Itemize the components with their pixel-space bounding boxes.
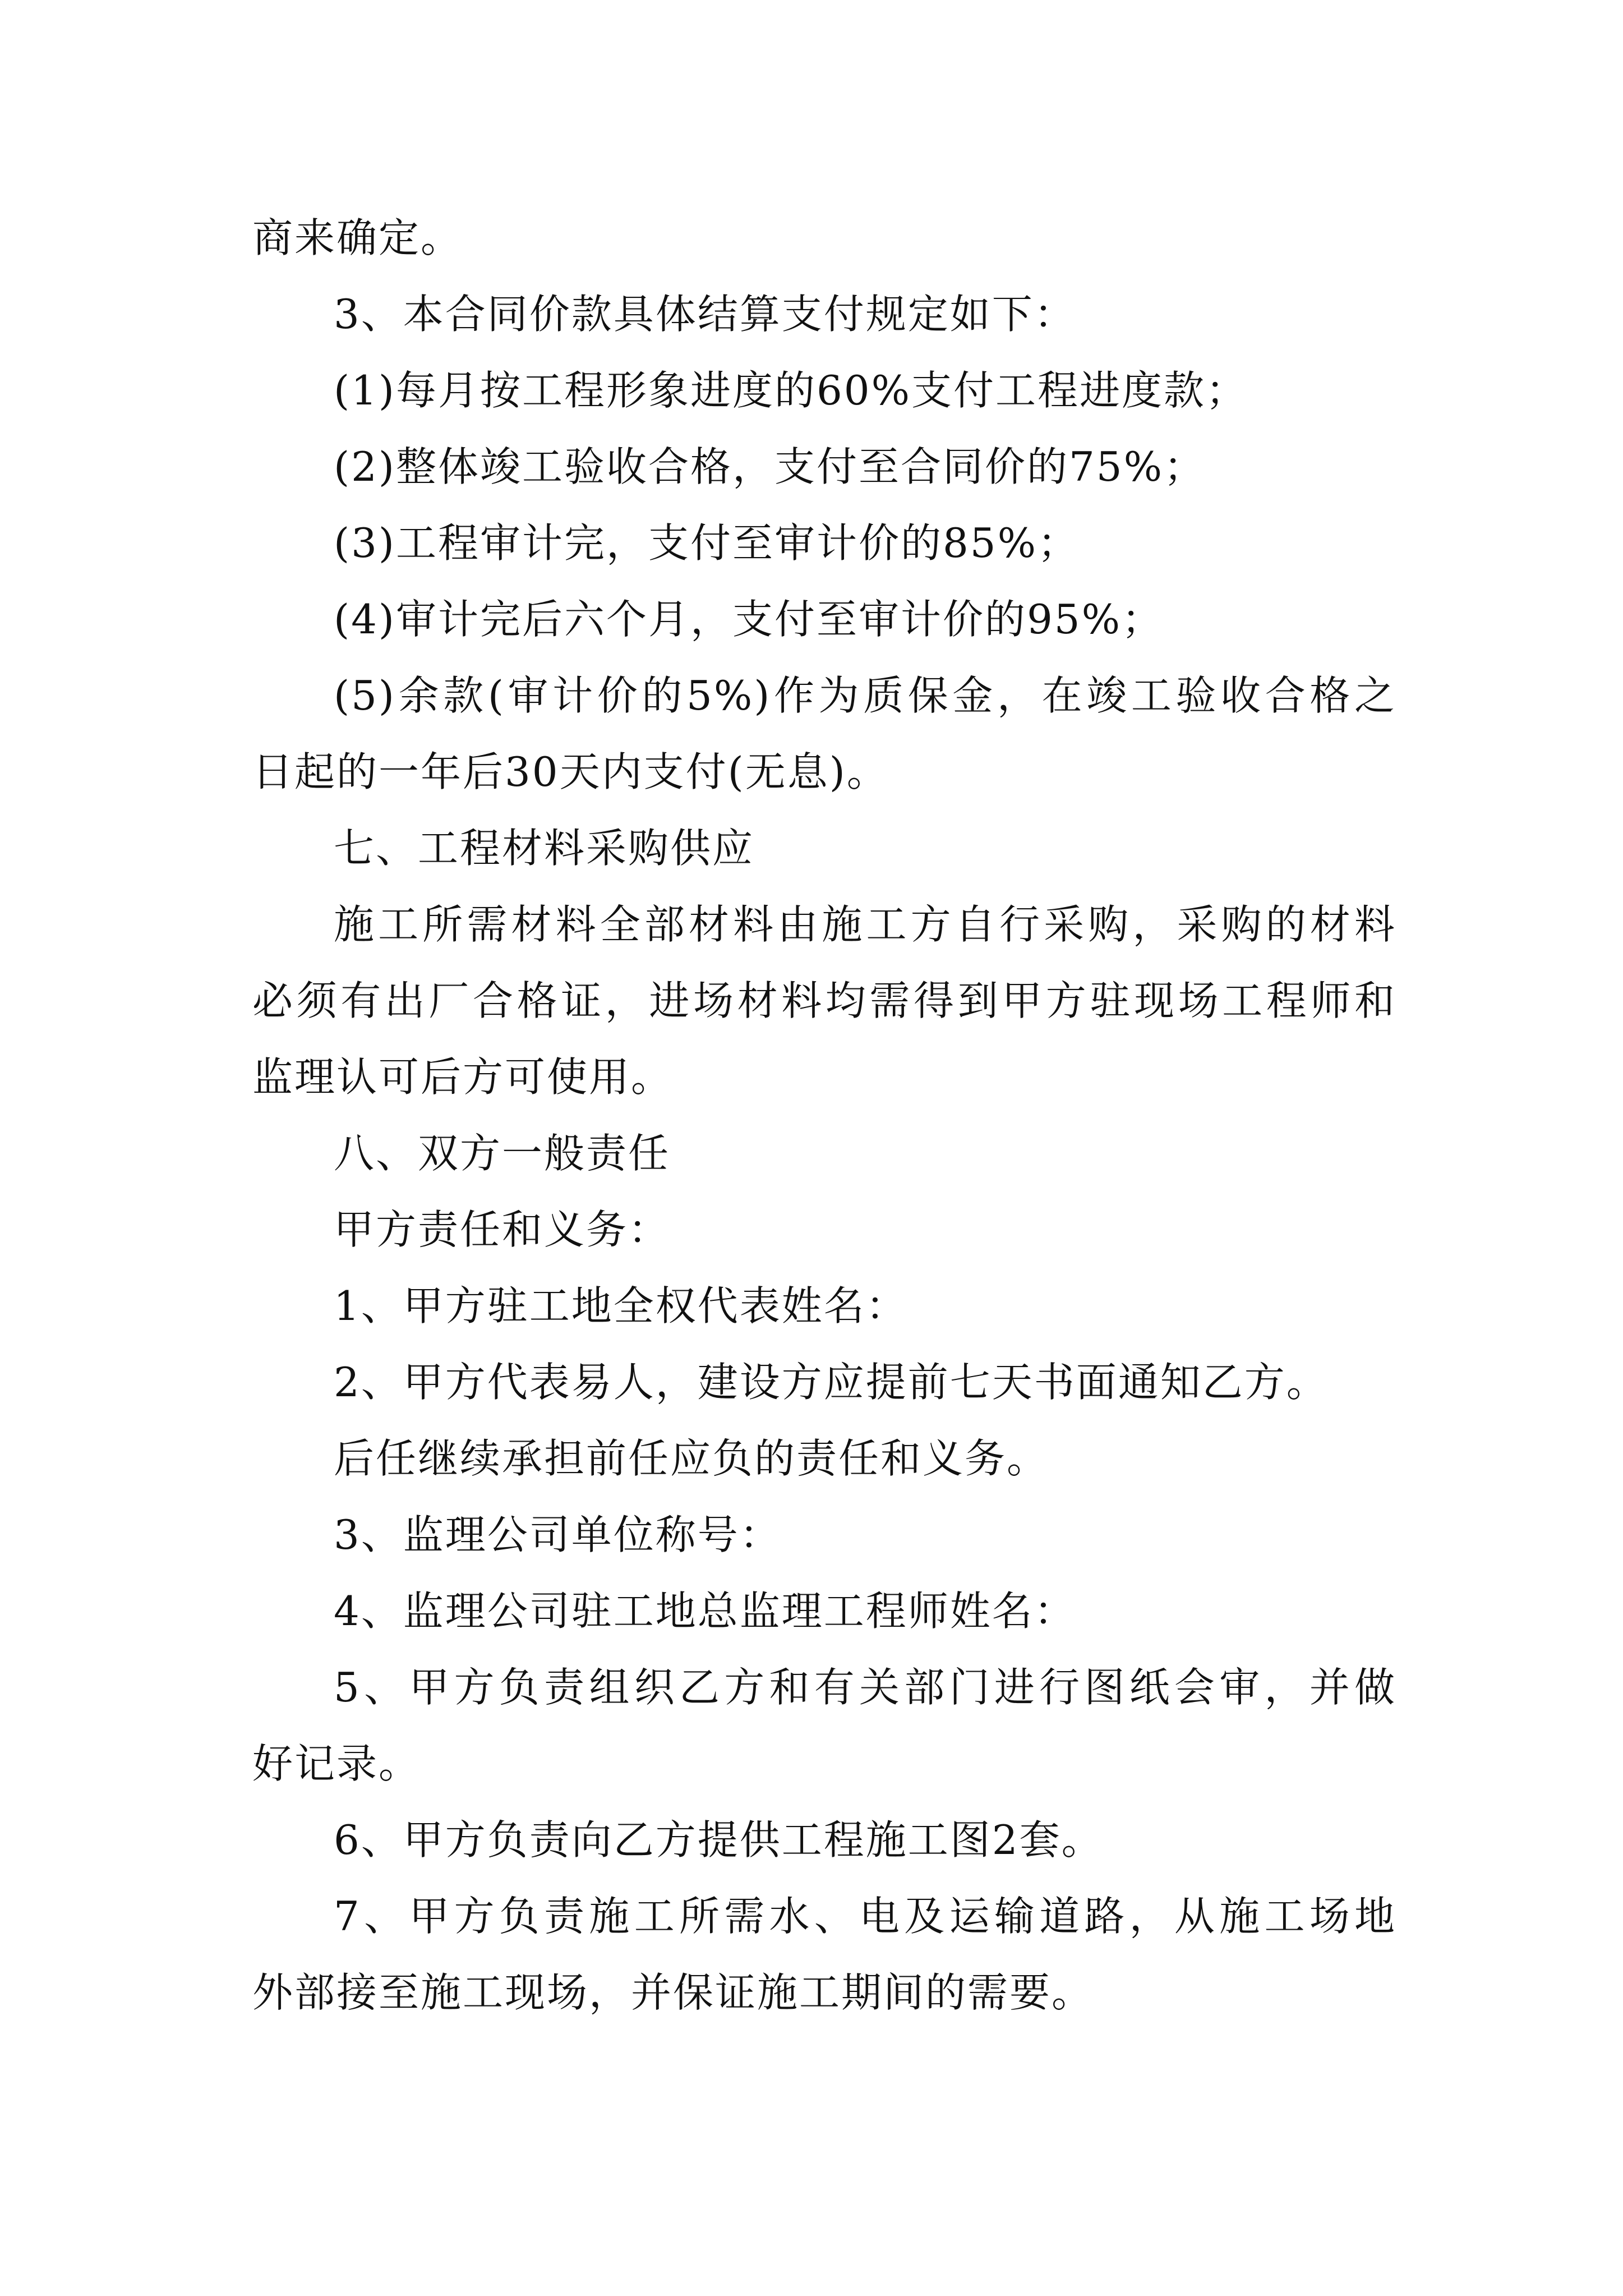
text-line: 6、甲方负责向乙方提供工程施工图2套。 — [334, 1816, 1104, 1864]
text-line: 4、监理公司驻工地总监理工程师姓名： — [334, 1588, 1076, 1635]
text-line: 5、甲方负责组织乙方和有关部门进行图纸会审，并做 — [334, 1664, 1396, 1711]
text-line: (2)整体竣工验收合格，支付至合同价的75%； — [334, 443, 1206, 490]
text-line: 甲方责任和义务： — [334, 1206, 671, 1253]
section-heading: 七、工程材料采购供应 — [334, 825, 755, 872]
text-line: 2、甲方代表易人，建设方应提前七天书面通知乙方。 — [334, 1359, 1329, 1406]
text-line: 后任继续承担前任应负的责任和义务。 — [334, 1435, 1049, 1482]
text-line: 商来确定。 — [252, 214, 463, 261]
text-line: 3、本合同价款具体结算支付规定如下： — [334, 291, 1076, 338]
section-heading: 八、双方一般责任 — [334, 1130, 671, 1177]
text-line: (1)每月按工程形象进度的60%支付工程进度款； — [334, 367, 1248, 414]
text-line: 日起的一年后30天内支付(无息)。 — [252, 748, 889, 795]
text-line: 7、甲方负责施工所需水、电及运输道路，从施工场地 — [334, 1893, 1396, 1940]
text-line: 1、甲方驻工地全权代表姓名： — [334, 1282, 908, 1329]
text-line: 必须有出厂合格证，进场材料均需得到甲方驻现场工程师和 — [252, 977, 1396, 1024]
text-line: 好记录。 — [252, 1740, 421, 1787]
text-line: (3)工程审计完，支付至审计价的85%； — [334, 519, 1080, 567]
text-line: 监理认可后方可使用。 — [252, 1053, 674, 1101]
text-line: (5)余款(审计价的5%)作为质保金，在竣工验收合格之 — [334, 672, 1396, 719]
text-line: (4)审计完后六个月，支付至审计价的95%； — [334, 596, 1164, 643]
text-line: 3、监理公司单位称号： — [334, 1511, 782, 1558]
text-line: 外部接至施工现场，并保证施工期间的需要。 — [252, 1969, 1094, 2016]
text-line: 施工所需材料全部材料由施工方自行采购，采购的材料 — [334, 901, 1396, 948]
